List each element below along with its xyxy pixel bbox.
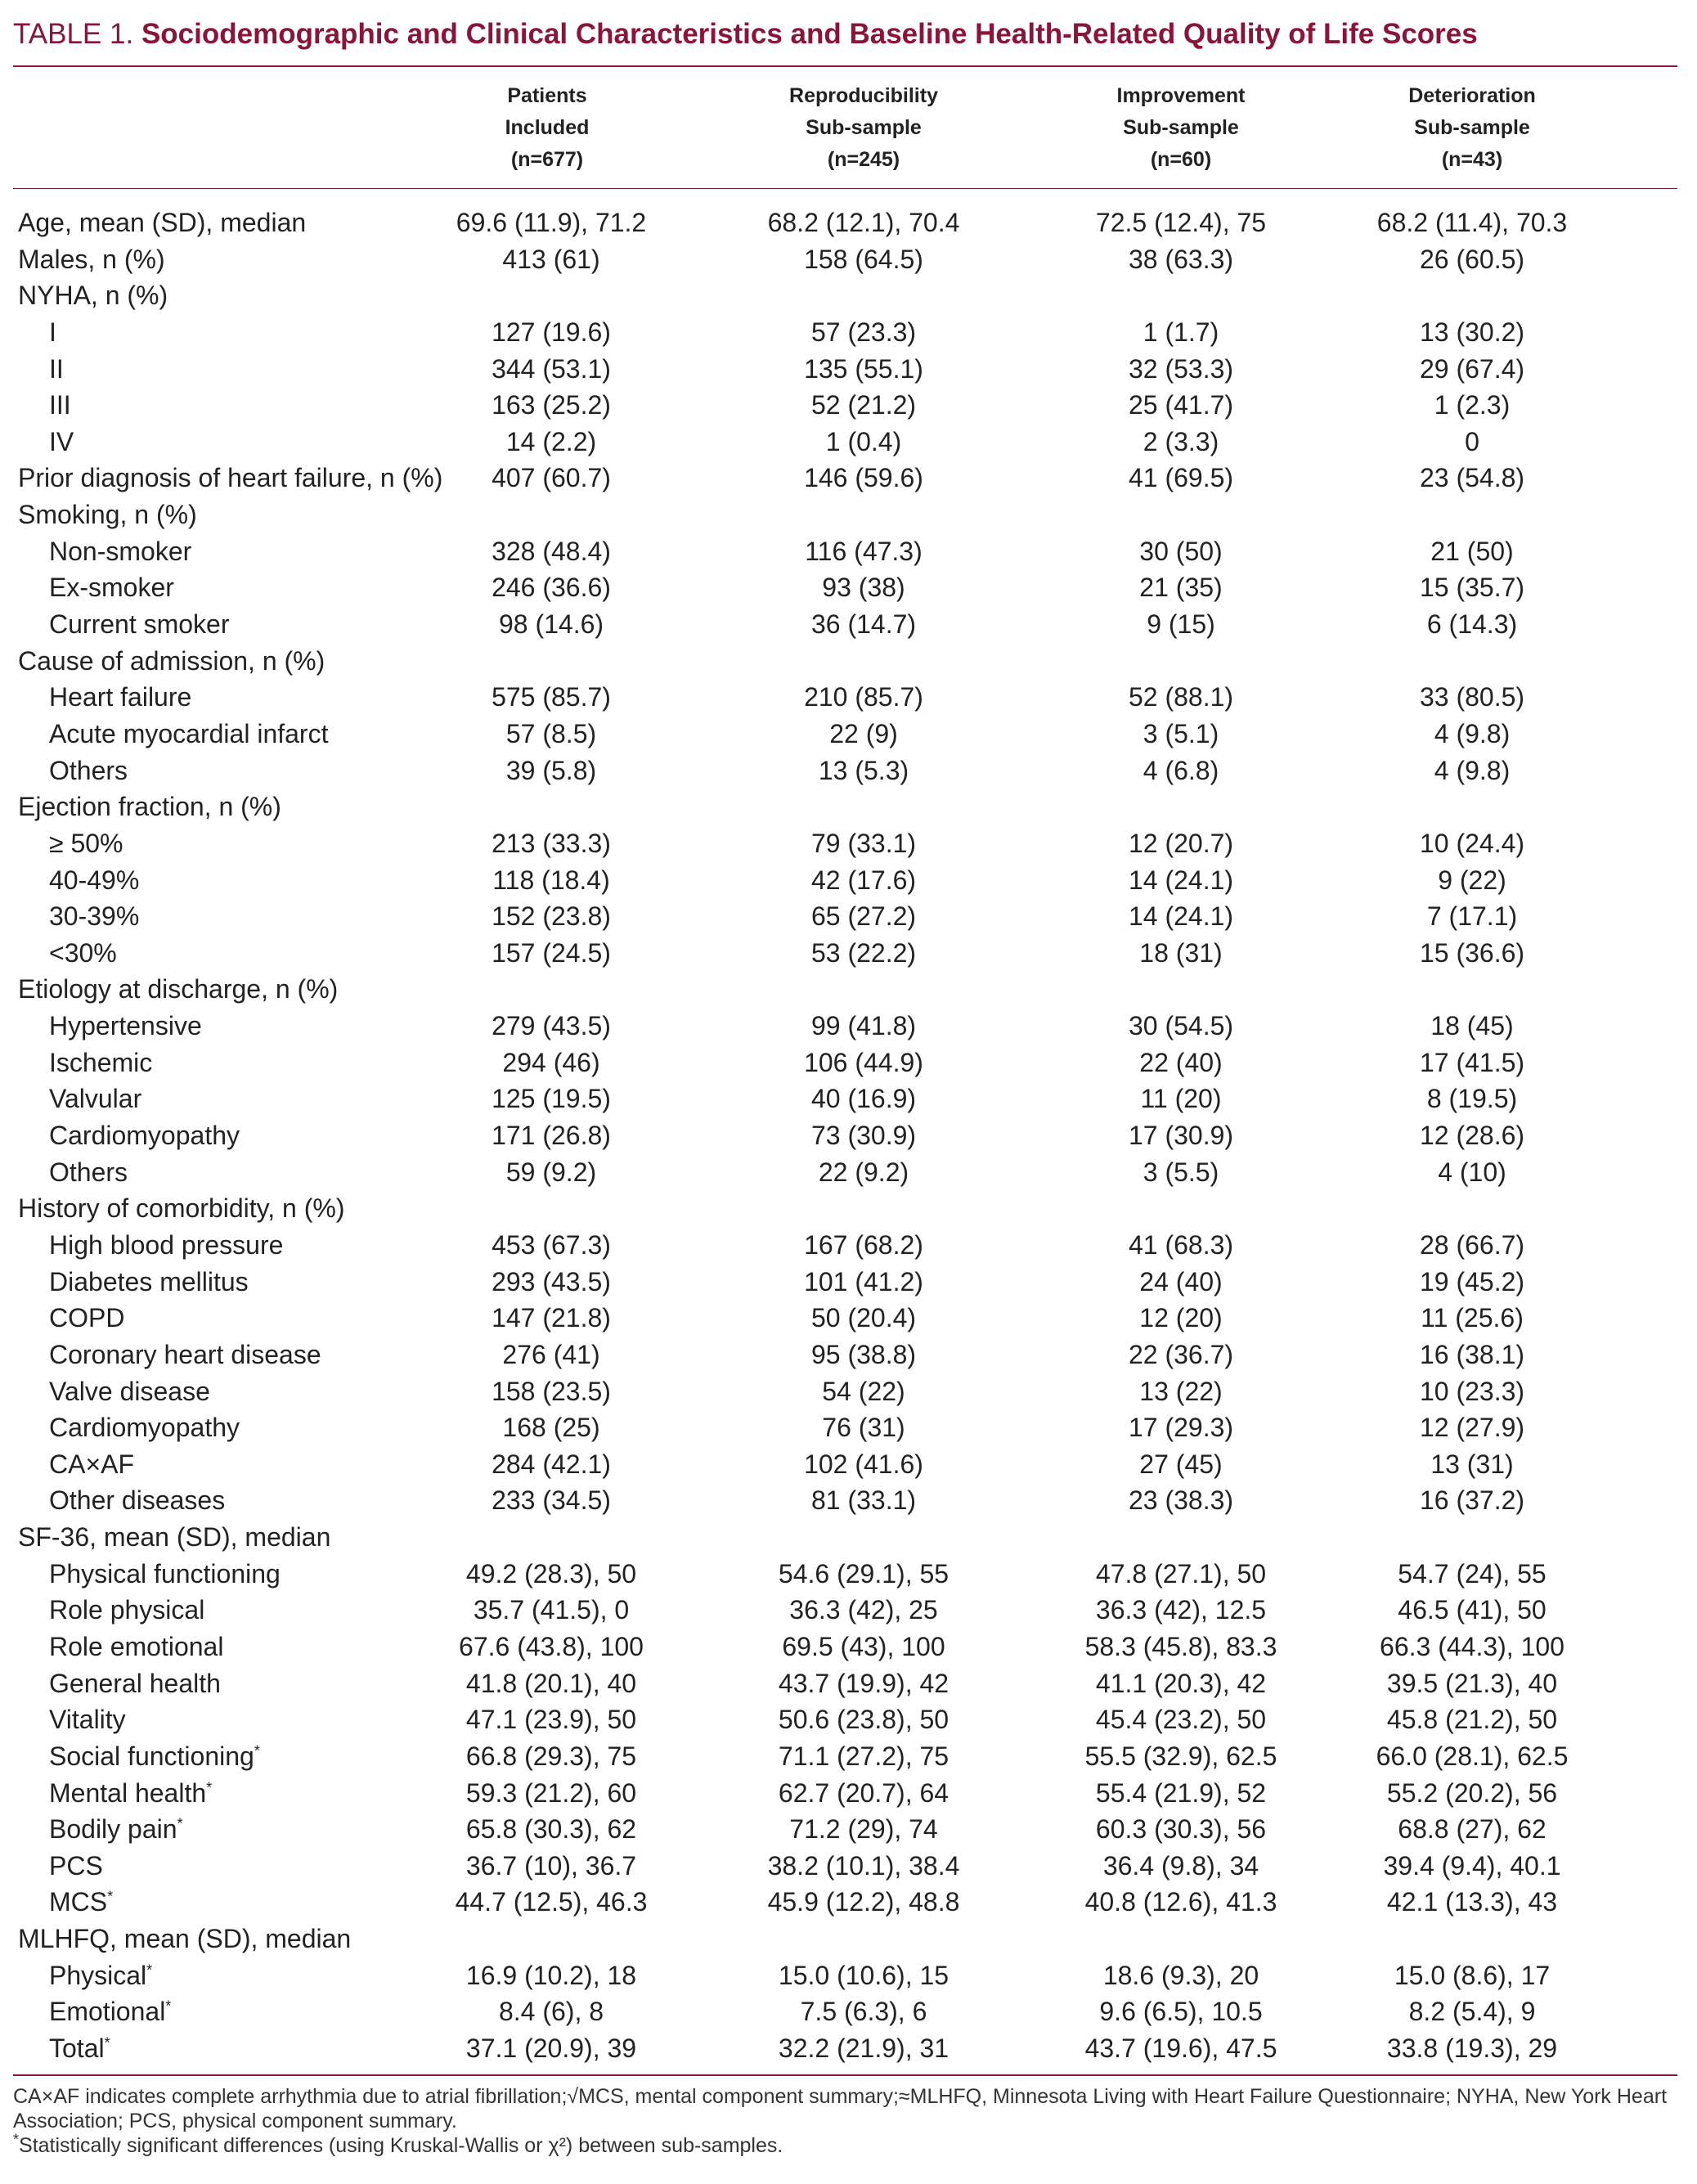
row-label: Valvular (49, 1084, 142, 1114)
table-cell: 9 (15) (1147, 609, 1215, 640)
table-cell: 60.3 (30.3), 56 (1095, 1814, 1267, 1845)
table-cell: 52 (88.1) (1128, 682, 1234, 712)
row-label: Vitality (49, 1705, 126, 1735)
row-label: 40-49% (49, 865, 140, 895)
table-cell: 39 (5.8) (505, 755, 597, 785)
table-cell: 37.1 (20.9), 39 (465, 2033, 637, 2064)
table-row (0, 1957, 1697, 1994)
table-cell: 135 (55.1) (804, 353, 923, 384)
row-label: Mental health* (49, 1777, 213, 1808)
table-cell: 4 (6.8) (1143, 755, 1219, 785)
table-cell: 62.7 (20.7), 64 (778, 1777, 950, 1808)
table-cell: 50 (20.4) (810, 1303, 917, 1333)
table-cell: 413 (61) (502, 244, 600, 274)
table-cell: 55.2 (20.2), 56 (1386, 1777, 1558, 1808)
table-row (0, 1446, 1697, 1483)
row-label: Hypertensive (49, 1011, 202, 1041)
table-row (0, 1848, 1697, 1885)
row-label: Valve disease (49, 1376, 210, 1406)
table-row-group (0, 971, 1697, 1008)
table-cell: 17 (29.3) (1128, 1413, 1234, 1443)
footnote-significance-text: Statistically significant differences (using Kruskal-Wallis or χ²) between sub-samples. (19, 2134, 783, 2157)
table-row-group (0, 460, 1697, 497)
table-cell: 38 (63.3) (1128, 244, 1234, 274)
table-cell: 18 (45) (1430, 1011, 1514, 1041)
table-cell: 13 (31) (1430, 1449, 1514, 1479)
row-label: Acute myocardial infarct (49, 718, 329, 748)
table-footnotes (13, 2084, 1681, 2158)
table-cell: 13 (30.2) (1419, 317, 1525, 347)
table-cell: 28 (66.7) (1419, 1229, 1525, 1260)
table-cell: 99 (41.8) (810, 1011, 917, 1041)
table-cell: 19 (45.2) (1419, 1266, 1525, 1296)
table-row (0, 1227, 1697, 1264)
table-title-text: Sociodemographic and Clinical Characteristics and Baseline Health-Related Quality of Life Scores (141, 18, 1478, 50)
table-cell: 279 (43.5) (492, 1011, 611, 1041)
table-cell: 14 (24.1) (1128, 901, 1234, 932)
table-cell: 41.8 (20.1), 40 (465, 1668, 637, 1698)
table-cell: 69.6 (11.9), 71.2 (456, 208, 647, 237)
table-cell: 6 (14.3) (1426, 609, 1518, 640)
table-cell: 18.6 (9.3), 20 (1102, 1960, 1259, 1990)
table-cell: 58.3 (45.8), 83.3 (1084, 1631, 1277, 1661)
table-cell: 168 (25) (502, 1413, 600, 1443)
table-row-group (0, 643, 1697, 680)
table-cell: 66.0 (28.1), 62.5 (1376, 1741, 1569, 1771)
row-label: Others (49, 1157, 128, 1187)
row-label: Prior diagnosis of heart failure, n (%) (18, 463, 443, 493)
column-header-reproducibility: Reproducibility Sub-sample (n=245) (789, 84, 938, 171)
table-cell: 71.2 (29), 74 (789, 1814, 938, 1845)
table-cell: 57 (23.3) (810, 317, 917, 347)
table-cell: 293 (43.5) (492, 1266, 611, 1296)
table-row (0, 533, 1697, 570)
table-row (0, 935, 1697, 972)
row-label: CA×AF (49, 1449, 135, 1479)
row-label: Others (49, 755, 128, 785)
table-cell: 8 (19.5) (1426, 1084, 1518, 1114)
row-label: Smoking, n (%) (18, 500, 197, 530)
table-row (0, 314, 1697, 351)
table-label: TABLE 1. (13, 18, 134, 50)
table-cell: 163 (25.2) (492, 390, 611, 420)
table-row-group (0, 1519, 1697, 1556)
table-cell: 23 (54.8) (1419, 463, 1525, 493)
row-label: <30% (49, 937, 117, 968)
row-label: 30-39% (49, 901, 140, 932)
table-row (0, 898, 1697, 935)
row-label: ≥ 50% (49, 828, 123, 858)
row-label: Role physical (49, 1595, 205, 1625)
table-cell: 32 (53.3) (1128, 353, 1234, 384)
table-cell: 3 (5.1) (1143, 718, 1219, 748)
table-cell: 47.8 (27.1), 50 (1095, 1558, 1267, 1589)
footnote-abbreviations: CA×AF indicates complete arrhythmia due to atrial fibrillation;√MCS, mental component summary;≈MLHFQ, Minnesota Living with Heart Failure Questionnaire; NYHA, New York Heart Association; PCS, physical component summary. (13, 2085, 1668, 2132)
header-rule (13, 188, 1677, 189)
bottom-rule (13, 2074, 1677, 2076)
table-cell: 29 (67.4) (1419, 353, 1525, 384)
table-cell: 33 (80.5) (1419, 682, 1525, 712)
top-rule (13, 65, 1677, 67)
table-cell: 116 (47.3) (805, 536, 923, 566)
table-cell: 68.8 (27), 62 (1398, 1814, 1547, 1845)
table-cell: 276 (41) (502, 1339, 600, 1369)
significance-mark: * (177, 1815, 183, 1832)
table-row (0, 1154, 1697, 1191)
column-header-deterioration: Deterioration Sub-sample (n=43) (1408, 84, 1536, 171)
table-cell: 43.7 (19.6), 47.5 (1084, 2033, 1277, 2064)
table-cell: 52 (21.2) (810, 390, 917, 420)
row-label: Cardiomyopathy (49, 1121, 240, 1151)
table-cell: 15 (36.6) (1419, 937, 1525, 968)
table-cell: 16 (38.1) (1419, 1339, 1525, 1369)
table-cell: 65.8 (30.3), 62 (465, 1814, 637, 1845)
table-cell: 32.2 (21.9), 31 (778, 2033, 950, 2064)
table-cell: 47.1 (23.9), 50 (465, 1705, 637, 1735)
table-cell: 54.7 (24), 55 (1398, 1558, 1547, 1589)
table-row-group (0, 204, 1697, 241)
table-cell: 25 (41.7) (1128, 390, 1234, 420)
table-cell: 125 (19.5) (492, 1084, 611, 1114)
table-cell: 7.5 (6.3), 6 (800, 1997, 927, 2027)
table-row-group (0, 241, 1697, 278)
table-cell: 18 (31) (1139, 937, 1223, 968)
table-cell: 10 (24.4) (1419, 828, 1525, 858)
row-label: History of comorbidity, n (%) (18, 1193, 345, 1224)
row-label: SF-36, mean (SD), median (18, 1522, 331, 1553)
table-cell: 157 (24.5) (492, 937, 611, 968)
table-cell: 233 (34.5) (492, 1485, 611, 1516)
table-cell: 12 (20) (1139, 1303, 1223, 1333)
row-label: MCS* (49, 1887, 114, 1917)
row-label: Emotional* (49, 1997, 172, 2027)
table-cell: 4 (9.8) (1434, 718, 1511, 748)
table-row (0, 862, 1697, 899)
table-row (0, 1775, 1697, 1812)
table-cell: 17 (30.9) (1128, 1121, 1234, 1151)
table-cell: 158 (23.5) (492, 1376, 611, 1406)
table-row (0, 1811, 1697, 1848)
table-row (0, 1373, 1697, 1410)
row-label: Physical* (49, 1960, 153, 1990)
row-label: III (49, 390, 71, 420)
row-label: Etiology at discharge, n (%) (18, 974, 339, 1004)
row-label: COPD (49, 1303, 125, 1333)
table-cell: 81 (33.1) (810, 1485, 917, 1516)
table-row (0, 569, 1697, 606)
table-cell: 35.7 (41.5), 0 (473, 1595, 630, 1625)
row-label: Diabetes mellitus (49, 1266, 249, 1296)
footnote-significance (13, 2133, 1681, 2158)
table-row (0, 1884, 1697, 1921)
table-cell: 22 (9.2) (818, 1157, 909, 1187)
table-cell: 3 (5.5) (1143, 1157, 1219, 1187)
table-title (13, 16, 1690, 52)
table-cell: 43.7 (19.9), 42 (778, 1668, 950, 1698)
table-cell: 66.3 (44.3), 100 (1380, 1631, 1565, 1661)
table-cell: 16.9 (10.2), 18 (465, 1960, 637, 1990)
row-label: Cause of admission, n (%) (18, 645, 325, 676)
table-cell: 23 (38.3) (1128, 1485, 1234, 1516)
table-row (0, 1264, 1697, 1301)
table-cell: 15.0 (10.6), 15 (778, 1960, 950, 1990)
column-header-improvement: Improvement Sub-sample (n=60) (1116, 84, 1246, 171)
row-label: Bodily pain* (49, 1814, 183, 1845)
table-row-group (0, 497, 1697, 533)
table-cell: 8.2 (5.4), 9 (1408, 1997, 1536, 2027)
table-cell: 167 (68.2) (804, 1229, 923, 1260)
table-row (0, 1592, 1697, 1629)
table-cell: 36.7 (10), 36.7 (465, 1850, 637, 1881)
table-row (0, 753, 1697, 789)
table-cell: 40.8 (12.6), 41.3 (1084, 1887, 1277, 1917)
row-label: General health (49, 1668, 221, 1698)
row-label: Total* (49, 2033, 110, 2064)
table-row (0, 1629, 1697, 1665)
table-cell: 45.4 (23.2), 50 (1095, 1705, 1267, 1735)
row-label: IV (49, 426, 74, 456)
table-row (0, 679, 1697, 716)
table-row (0, 825, 1697, 862)
table-cell: 8.4 (6), 8 (498, 1997, 604, 2027)
table-cell: 14 (24.1) (1128, 865, 1234, 895)
table-cell: 30 (50) (1139, 536, 1223, 566)
row-label: Current smoker (49, 609, 230, 640)
row-label: High blood pressure (49, 1229, 284, 1260)
table-cell: 407 (60.7) (492, 463, 611, 493)
table-row-group (0, 277, 1697, 314)
table-cell: 284 (42.1) (492, 1449, 611, 1479)
table-cell: 146 (59.6) (804, 463, 923, 493)
table-cell: 76 (31) (822, 1413, 905, 1443)
footnote-mark: * (13, 2131, 20, 2148)
table-cell: 12 (27.9) (1419, 1413, 1525, 1443)
table-cell: 1 (1.7) (1143, 317, 1219, 347)
table-cell: 147 (21.8) (492, 1303, 611, 1333)
table-row (0, 387, 1697, 424)
table-row-group (0, 1921, 1697, 1957)
table-cell: 98 (14.6) (498, 609, 604, 640)
table-row (0, 1300, 1697, 1337)
table-cell: 21 (50) (1430, 536, 1514, 566)
table-cell: 22 (36.7) (1128, 1339, 1234, 1369)
table-cell: 69.5 (43), 100 (782, 1631, 945, 1661)
table-row (0, 1482, 1697, 1519)
table-cell: 59 (9.2) (505, 1157, 597, 1187)
significance-mark: * (254, 1742, 260, 1759)
table-cell: 30 (54.5) (1128, 1011, 1234, 1041)
table-cell: 210 (85.7) (804, 682, 923, 712)
table-cell: 39.5 (21.3), 40 (1386, 1668, 1558, 1698)
table-row (0, 1738, 1697, 1775)
table-cell: 10 (23.3) (1419, 1376, 1525, 1406)
table-cell: 55.5 (32.9), 62.5 (1084, 1741, 1277, 1771)
row-label: Coronary heart disease (49, 1339, 321, 1369)
table-cell: 12 (20.7) (1128, 828, 1234, 858)
row-label: Ischemic (49, 1047, 153, 1077)
row-label: PCS (49, 1850, 103, 1881)
row-label: Males, n (%) (18, 244, 165, 274)
row-label: I (49, 317, 56, 347)
table-cell: 2 (3.3) (1143, 426, 1219, 456)
table-cell: 575 (85.7) (492, 682, 611, 712)
table-row-group (0, 789, 1697, 825)
table-cell: 15.0 (8.6), 17 (1394, 1960, 1551, 1990)
table-cell: 26 (60.5) (1419, 244, 1525, 274)
table-row (0, 351, 1697, 388)
row-label: Cardiomyopathy (49, 1413, 240, 1443)
table-cell: 93 (38) (822, 573, 905, 603)
table-cell: 9 (22) (1438, 865, 1506, 895)
table-cell: 27 (45) (1139, 1449, 1223, 1479)
table-cell: 152 (23.8) (492, 901, 611, 932)
column-header-patients: Patients Included (n=677) (505, 84, 590, 171)
table-cell: 36.3 (42), 25 (789, 1595, 938, 1625)
table-cell: 45.9 (12.2), 48.8 (767, 1887, 960, 1917)
table-cell: 106 (44.9) (804, 1047, 923, 1077)
table-cell: 40 (16.9) (810, 1084, 917, 1114)
table-cell: 21 (35) (1139, 573, 1223, 603)
table-cell: 72.5 (12.4), 75 (1095, 208, 1267, 237)
table-cell: 36 (14.7) (810, 609, 917, 640)
table-cell: 14 (2.2) (505, 426, 597, 456)
table-cell: 57 (8.5) (505, 718, 597, 748)
row-label: Age, mean (SD), median (18, 208, 307, 237)
table-cell: 102 (41.6) (804, 1449, 923, 1479)
table-cell: 246 (36.6) (492, 573, 611, 603)
row-label: Ejection fraction, n (%) (18, 792, 281, 822)
row-label: Other diseases (49, 1485, 226, 1516)
table-cell: 59.3 (21.2), 60 (465, 1777, 637, 1808)
table-cell: 46.5 (41), 50 (1398, 1595, 1547, 1625)
table-cell: 71.1 (27.2), 75 (778, 1741, 950, 1771)
table-row (0, 606, 1697, 643)
significance-mark: * (104, 2034, 110, 2051)
table-cell: 50.6 (23.8), 50 (778, 1705, 950, 1735)
table-cell: 344 (53.1) (492, 353, 611, 384)
table-cell: 101 (41.2) (804, 1266, 923, 1296)
table-row (0, 1665, 1697, 1702)
table-row (0, 1081, 1697, 1117)
table-cell: 41 (68.3) (1128, 1229, 1234, 1260)
row-label: Physical functioning (49, 1558, 281, 1589)
table-cell: 0 (1465, 426, 1479, 456)
table-cell: 65 (27.2) (810, 901, 917, 932)
table-cell: 53 (22.2) (810, 937, 917, 968)
row-label: Role emotional (49, 1631, 224, 1661)
table-cell: 45.8 (21.2), 50 (1386, 1705, 1558, 1735)
table-row (0, 1045, 1697, 1081)
table-cell: 39.4 (9.4), 40.1 (1383, 1850, 1561, 1881)
table-cell: 66.8 (29.3), 75 (465, 1741, 637, 1771)
table-cell: 158 (64.5) (804, 244, 923, 274)
table-row (0, 2030, 1697, 2067)
table-cell: 36.4 (9.8), 34 (1102, 1850, 1259, 1881)
table-cell: 4 (10) (1438, 1157, 1506, 1187)
table-row (0, 1008, 1697, 1045)
table-cell: 16 (37.2) (1419, 1485, 1525, 1516)
table-cell: 22 (9) (829, 718, 898, 748)
significance-mark: * (165, 1998, 172, 2015)
table-cell: 294 (46) (502, 1047, 600, 1077)
table-cell: 68.2 (11.4), 70.3 (1376, 208, 1568, 237)
table-row (0, 716, 1697, 753)
row-label: Ex-smoker (49, 573, 174, 603)
table-cell: 15 (35.7) (1419, 573, 1525, 603)
table-cell: 22 (40) (1139, 1047, 1223, 1077)
significance-mark: * (206, 1778, 213, 1795)
table-cell: 49.2 (28.3), 50 (465, 1558, 637, 1589)
row-label: Social functioning* (49, 1741, 260, 1771)
table-cell: 55.4 (21.9), 52 (1095, 1777, 1267, 1808)
table-cell: 42.1 (13.3), 43 (1386, 1887, 1558, 1917)
table-cell: 38.2 (10.1), 38.4 (767, 1850, 960, 1881)
table-row (0, 1337, 1697, 1373)
row-label: NYHA, n (%) (18, 281, 168, 311)
table-cell: 17 (41.5) (1419, 1047, 1525, 1077)
table-cell: 213 (33.3) (492, 828, 611, 858)
significance-mark: * (146, 1962, 153, 1979)
table-cell: 9.6 (6.5), 10.5 (1099, 1997, 1263, 2027)
table-cell: 453 (67.3) (492, 1229, 611, 1260)
row-label: Non-smoker (49, 536, 192, 566)
table-cell: 1 (0.4) (825, 426, 902, 456)
table-cell: 118 (18.4) (492, 865, 610, 895)
table-cell: 41 (69.5) (1128, 463, 1234, 493)
table-cell: 12 (28.6) (1419, 1121, 1525, 1151)
table-cell: 54.6 (29.1), 55 (778, 1558, 950, 1589)
table-row (0, 1701, 1697, 1738)
table-cell: 13 (22) (1139, 1376, 1223, 1406)
table-row (0, 1409, 1697, 1446)
table-cell: 36.3 (42), 12.5 (1095, 1595, 1267, 1625)
table-cell: 328 (48.4) (492, 536, 611, 566)
table-cell: 13 (5.3) (818, 755, 909, 785)
table-cell: 42 (17.6) (810, 865, 917, 895)
table-cell: 33.8 (19.3), 29 (1386, 2033, 1558, 2064)
table-cell: 11 (20) (1140, 1084, 1222, 1114)
row-label: Heart failure (49, 682, 192, 712)
table-cell: 67.6 (43.8), 100 (459, 1631, 644, 1661)
table-cell: 95 (38.8) (810, 1339, 917, 1369)
table-cell: 4 (9.8) (1434, 755, 1511, 785)
significance-mark: * (107, 1888, 114, 1905)
table-row (0, 1993, 1697, 2030)
table-cell: 127 (19.6) (492, 317, 611, 347)
table-cell: 24 (40) (1139, 1266, 1223, 1296)
table-row (0, 424, 1697, 461)
table-cell: 68.2 (12.1), 70.4 (767, 208, 960, 237)
table-cell: 171 (26.8) (492, 1121, 611, 1151)
row-label: MLHFQ, mean (SD), median (18, 1924, 352, 1954)
table-cell: 41.1 (20.3), 42 (1095, 1668, 1267, 1698)
table-cell: 79 (33.1) (810, 828, 917, 858)
table-cell: 7 (17.1) (1426, 901, 1518, 932)
row-label: II (49, 353, 64, 384)
table-cell: 11 (25.6) (1421, 1303, 1524, 1333)
table-cell: 44.7 (12.5), 46.3 (455, 1887, 648, 1917)
table-row-group (0, 1190, 1697, 1227)
table-cell: 1 (2.3) (1434, 390, 1511, 420)
table-body (0, 204, 1697, 2067)
table-row (0, 1117, 1697, 1154)
table-row (0, 1556, 1697, 1593)
table-cell: 54 (22) (822, 1376, 905, 1406)
table-cell: 73 (30.9) (810, 1121, 917, 1151)
